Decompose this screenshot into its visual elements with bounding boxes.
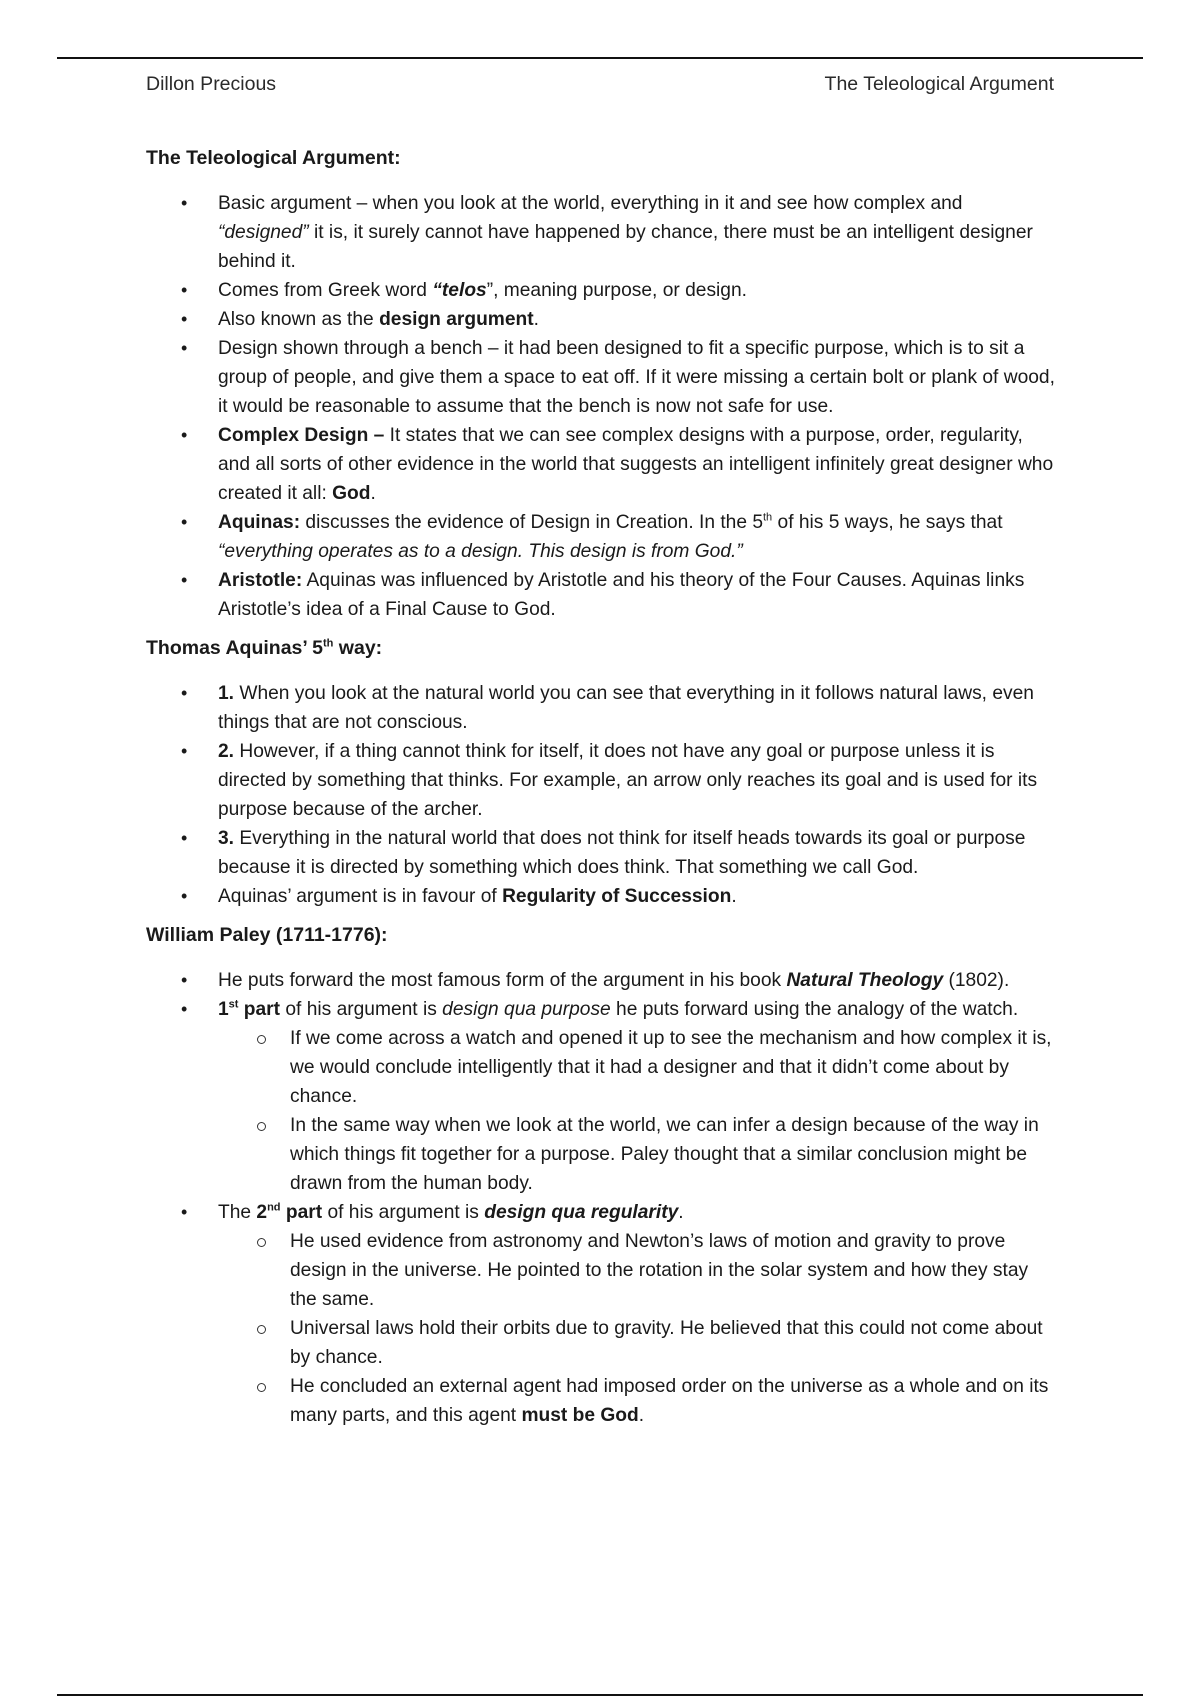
circle-bullet-icon — [257, 1325, 266, 1334]
list-item: • 3. Everything in the natural world that does not think for itself heads towards its goal or purpose because it is directed by something which does think. That something we call God. — [146, 824, 1056, 882]
circle-bullet-icon — [257, 1238, 266, 1247]
list-item: • 2. However, if a thing cannot think for itself, it does not have any goal or purpose unless it is directed by something that thinks. For example, an arrow only reaches its goal and is used for its purpose because of the archer. — [146, 737, 1056, 824]
list-item: • Comes from Greek word “telos”, meaning purpose, or design. — [146, 276, 1056, 305]
bullet-icon: • — [181, 512, 188, 532]
bullet-icon: • — [181, 970, 188, 990]
bullet-icon: • — [181, 425, 188, 445]
section-heading-teleological: The Teleological Argument: — [146, 147, 401, 169]
aquinas-list — [146, 679, 1056, 911]
sub-list-item: In the same way when we look at the world, we can infer a design because of the way in which things fit together for a purpose. Paley thought that a similar conclusion might be drawn from the human body. — [217, 1111, 1056, 1198]
sub-list — [218, 1227, 1056, 1430]
bullet-icon: • — [181, 1202, 188, 1222]
footer-rule — [57, 1694, 1143, 1696]
sub-list-item: If we come across a watch and opened it up to see the mechanism and how complex it is, we would conclude intelligently that it had a designer and that it didn’t come about by chance. — [217, 1024, 1056, 1111]
section-heading-aquinas: Thomas Aquinas’ 5th way: — [146, 637, 383, 659]
document-body — [146, 144, 1056, 1430]
bullet-icon: • — [181, 741, 188, 761]
sub-list — [218, 1024, 1056, 1198]
list-item: • Design shown through a bench – it had been designed to fit a specific purpose, which is to sit a group of people, and give them a space to eat off. If it were missing a certain bolt or plank of wood, it would be reasonable to assume that the bench is now not safe for use. — [146, 334, 1056, 421]
bullet-icon: • — [181, 193, 188, 213]
circle-bullet-icon — [257, 1035, 266, 1044]
bullet-icon: • — [181, 338, 188, 358]
list-item: • Aquinas: discusses the evidence of Design in Creation. In the 5th of his 5 ways, he says that “everything operates as to a design. This design is from God.” — [146, 508, 1056, 566]
sub-list-item: Universal laws hold their orbits due to gravity. He believed that this could not come about by chance. — [217, 1314, 1056, 1372]
bullet-icon: • — [181, 683, 188, 703]
list-item: • 1. When you look at the natural world you can see that everything in it follows natural laws, even things that are not conscious. — [146, 679, 1056, 737]
list-item: • Basic argument – when you look at the world, everything in it and see how complex and “designed” it is, it surely cannot have happened by chance, there must be an intelligent designer behind it. — [146, 189, 1056, 276]
header-author: Dillon Precious — [146, 73, 277, 95]
paley-list — [146, 966, 1056, 1430]
header-title: The Teleological Argument — [824, 73, 1054, 95]
list-item: • Aquinas’ argument is in favour of Regularity of Succession. — [146, 882, 1056, 911]
bullet-icon: • — [181, 828, 188, 848]
list-item: • He puts forward the most famous form of the argument in his book Natural Theology (1802). — [146, 966, 1056, 995]
bullet-icon: • — [181, 999, 188, 1019]
list-item: • The 2nd part of his argument is design qua regularity. He used evidence from astronomy and Newton’s laws of motion and gravity to prove design in the universe. He pointed to the rotation in the solar system and how they stay the same. Universal laws hold their orbits due to gravity. He believed that this could not come about by chance. He concluded an external agent had imposed order on the universe as a whole and on its many parts, and this agent must be God. — [146, 1198, 1056, 1430]
bullet-icon: • — [181, 309, 188, 329]
circle-bullet-icon — [257, 1383, 266, 1392]
teleological-list — [146, 189, 1056, 624]
list-item: • 1st part of his argument is design qua purpose he puts forward using the analogy of the watch. If we come across a watch and opened it up to see the mechanism and how complex it is, we would conclude intelligently that it had a designer and that it didn’t come about by chance. In the same way when we look at the world, we can infer a design because of the way in which things fit together for a purpose. Paley thought that a similar conclusion might be drawn from the human body. — [146, 995, 1056, 1198]
list-item: • Aristotle: Aquinas was influenced by Aristotle and his theory of the Four Causes. Aquinas links Aristotle’s idea of a Final Cause to God. — [146, 566, 1056, 624]
sub-list-item: He concluded an external agent had imposed order on the universe as a whole and on its many parts, and this agent must be God. — [217, 1372, 1056, 1430]
header-rule — [57, 57, 1143, 59]
list-item: • Complex Design – It states that we can see complex designs with a purpose, order, regularity, and all sorts of other evidence in the world that suggests an intelligent infinitely great designer who created it all: God. — [146, 421, 1056, 508]
section-heading-paley: William Paley (1711-1776): — [146, 924, 388, 946]
sub-list-item: He used evidence from astronomy and Newton’s laws of motion and gravity to prove design in the universe. He pointed to the rotation in the solar system and how they stay the same. — [217, 1227, 1056, 1314]
bullet-icon: • — [181, 280, 188, 300]
bullet-icon: • — [181, 570, 188, 590]
page-header — [146, 73, 1054, 96]
circle-bullet-icon — [257, 1122, 266, 1131]
bullet-icon: • — [181, 886, 188, 906]
list-item: • Also known as the design argument. — [146, 305, 1056, 334]
